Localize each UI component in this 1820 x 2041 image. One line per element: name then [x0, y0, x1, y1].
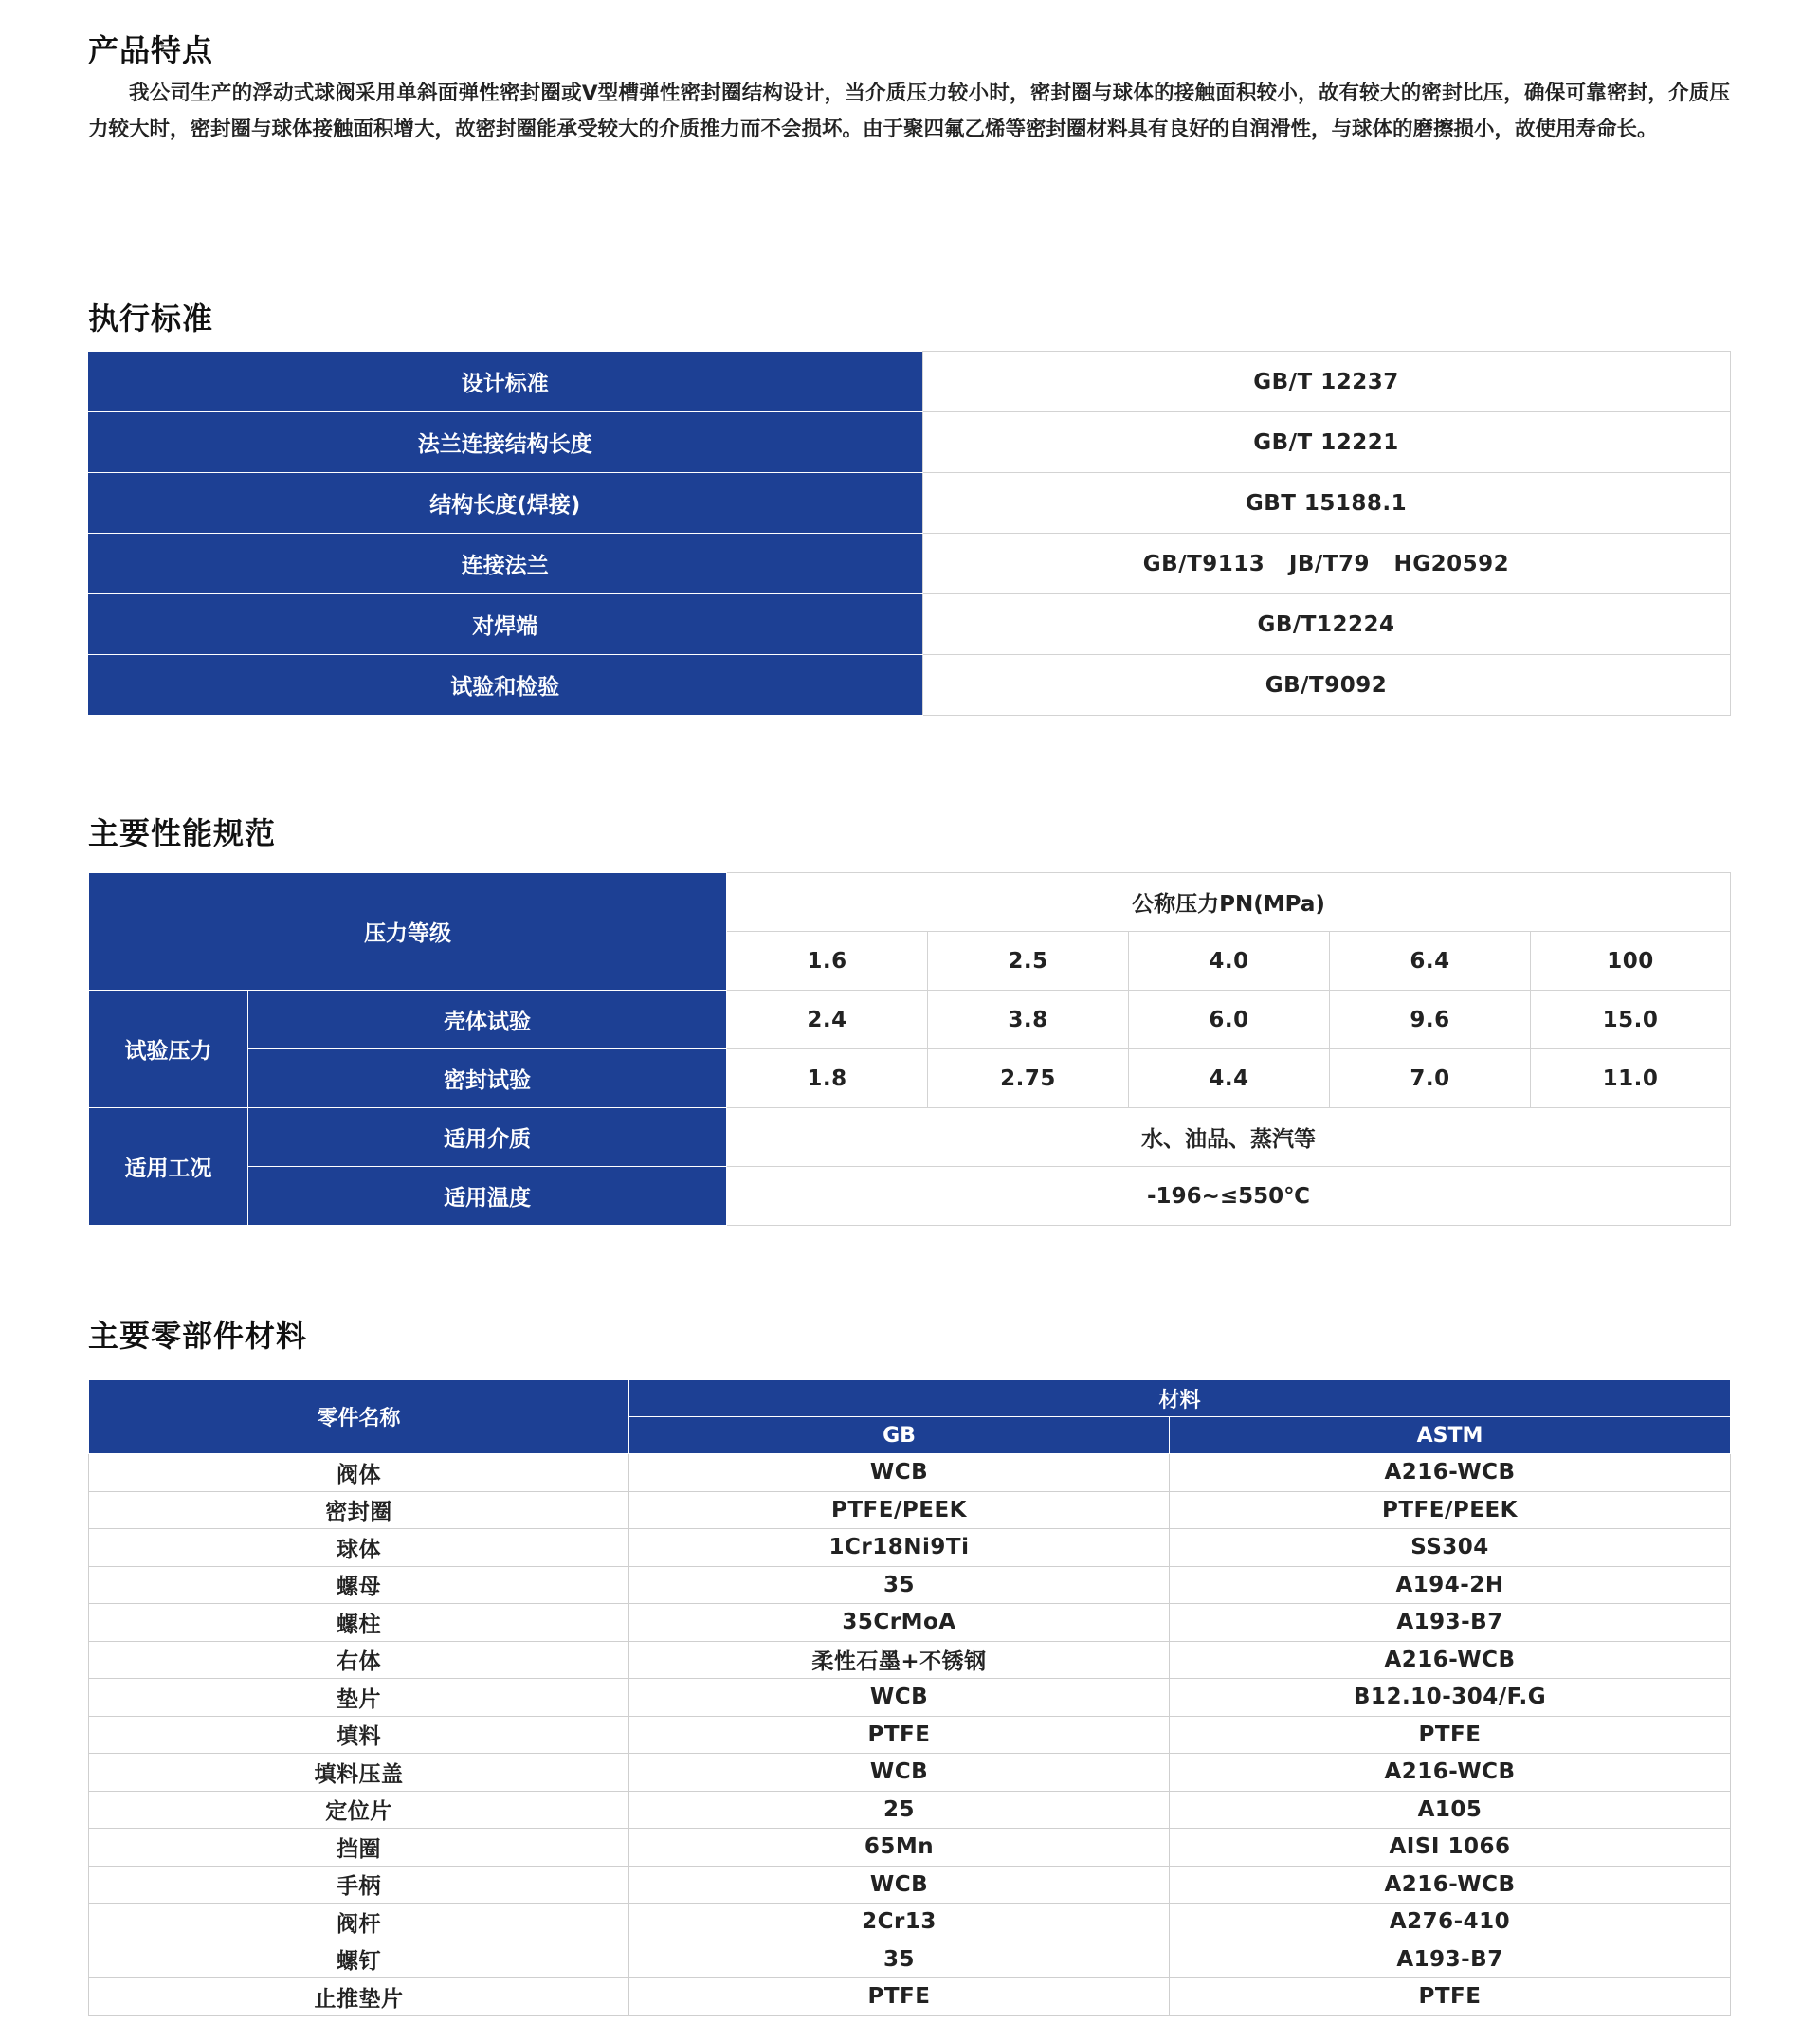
gb-material-cell: PTFE/PEEK	[629, 1491, 1170, 1529]
astm-material-cell: B12.10-304/F.G	[1170, 1679, 1731, 1717]
table-row	[88, 352, 1730, 412]
gb-material-cell: 35	[629, 1566, 1170, 1604]
standard-label: 法兰连接结构长度	[88, 412, 922, 473]
table-row	[89, 1829, 1731, 1867]
table-row	[89, 1604, 1731, 1642]
standard-label: 对焊端	[88, 594, 922, 655]
pn-value: 100	[1531, 932, 1731, 991]
gb-material-cell: 1Cr18Ni9Ti	[629, 1529, 1170, 1567]
gb-material-cell: 35CrMoA	[629, 1604, 1170, 1642]
table-row	[89, 1529, 1731, 1567]
gb-material-cell: 35	[629, 1941, 1170, 1978]
shell-test-value: 9.6	[1330, 991, 1531, 1049]
seal-test-value: 2.75	[928, 1049, 1129, 1108]
gb-material-cell: 柔性石墨+不锈钢	[629, 1641, 1170, 1679]
standard-label: 试验和检验	[88, 655, 922, 716]
shell-test-value: 3.8	[928, 991, 1129, 1049]
standard-label: 连接法兰	[88, 534, 922, 594]
shell-test-value: 6.0	[1129, 991, 1330, 1049]
astm-material-cell: PTFE/PEEK	[1170, 1491, 1731, 1529]
part-name-header: 零件名称	[89, 1380, 629, 1454]
standard-value: GB/T9092	[922, 655, 1730, 716]
temperature-value: -196~≤550℃	[727, 1167, 1731, 1226]
part-name-cell: 密封圈	[89, 1491, 629, 1529]
astm-material-cell: A194-2H	[1170, 1566, 1731, 1604]
gb-material-cell: 2Cr13	[629, 1904, 1170, 1941]
table-row	[89, 1978, 1731, 2016]
conditions-label: 适用工况	[89, 1108, 248, 1226]
standard-label: 结构长度(焊接)	[88, 473, 922, 534]
pn-value: 4.0	[1129, 932, 1330, 991]
shell-test-value: 15.0	[1531, 991, 1731, 1049]
table-row	[89, 1904, 1731, 1941]
table-row	[89, 1566, 1731, 1604]
part-name-cell: 止推垫片	[89, 1978, 629, 2016]
features-title: 产品特点	[88, 32, 214, 68]
standard-value: GB/T 12237	[922, 352, 1730, 412]
astm-material-cell: AISI 1066	[1170, 1829, 1731, 1867]
table-row	[88, 655, 1730, 716]
standard-value: GB/T12224	[922, 594, 1730, 655]
table-row	[89, 1754, 1731, 1792]
gb-material-cell: PTFE	[629, 1716, 1170, 1754]
performance-title: 主要性能规范	[88, 815, 277, 851]
astm-material-cell: PTFE	[1170, 1978, 1731, 2016]
astm-material-cell: A216-WCB	[1170, 1454, 1731, 1492]
table-row	[89, 1679, 1731, 1717]
astm-material-cell: A216-WCB	[1170, 1754, 1731, 1792]
part-name-cell: 螺母	[89, 1566, 629, 1604]
material-header: 材料	[629, 1380, 1731, 1417]
part-name-cell: 螺柱	[89, 1604, 629, 1642]
table-row	[89, 1641, 1731, 1679]
part-name-cell: 手柄	[89, 1866, 629, 1904]
standard-label: 设计标准	[88, 352, 922, 412]
seal-test-value: 11.0	[1531, 1049, 1731, 1108]
medium-label: 适用介质	[248, 1108, 727, 1167]
part-name-cell: 螺钉	[89, 1941, 629, 1978]
astm-material-cell: A105	[1170, 1791, 1731, 1829]
part-name-cell: 阀体	[89, 1454, 629, 1492]
astm-material-cell: A193-B7	[1170, 1604, 1731, 1642]
shell-test-label: 壳体试验	[248, 991, 727, 1049]
test-pressure-label: 试验压力	[89, 991, 248, 1108]
table-row	[88, 473, 1730, 534]
standard-value: GBT 15188.1	[922, 473, 1730, 534]
pressure-grade-label: 压力等级	[89, 873, 727, 991]
astm-material-cell: PTFE	[1170, 1716, 1731, 1754]
table-row	[88, 534, 1730, 594]
table-row	[88, 594, 1730, 655]
table-row	[89, 1791, 1731, 1829]
astm-header: ASTM	[1170, 1417, 1731, 1454]
gb-material-cell: 65Mn	[629, 1829, 1170, 1867]
table-row	[89, 1866, 1731, 1904]
astm-material-cell: A216-WCB	[1170, 1866, 1731, 1904]
part-name-cell: 挡圈	[89, 1829, 629, 1867]
pn-value: 2.5	[928, 932, 1129, 991]
materials-title: 主要零部件材料	[88, 1318, 308, 1354]
gb-material-cell: 25	[629, 1791, 1170, 1829]
medium-value: 水、油品、蒸汽等	[727, 1108, 1731, 1167]
seal-test-label: 密封试验	[248, 1049, 727, 1108]
materials-table	[88, 1379, 1731, 2016]
gb-material-cell: WCB	[629, 1754, 1170, 1792]
gb-material-cell: WCB	[629, 1866, 1170, 1904]
standard-value: GB/T9113 JB/T79 HG20592	[922, 534, 1730, 594]
table-row	[88, 412, 1730, 473]
standards-table	[88, 351, 1731, 716]
gb-material-cell: WCB	[629, 1454, 1170, 1492]
temperature-label: 适用温度	[248, 1167, 727, 1226]
part-name-cell: 球体	[89, 1529, 629, 1567]
pn-value: 1.6	[727, 932, 928, 991]
table-row	[89, 1491, 1731, 1529]
shell-test-value: 2.4	[727, 991, 928, 1049]
gb-material-cell: WCB	[629, 1679, 1170, 1717]
part-name-cell: 填料压盖	[89, 1754, 629, 1792]
seal-test-value: 4.4	[1129, 1049, 1330, 1108]
table-row	[89, 1941, 1731, 1978]
standard-value: GB/T 12221	[922, 412, 1730, 473]
gb-header: GB	[629, 1417, 1170, 1454]
pn-value: 6.4	[1330, 932, 1531, 991]
performance-table	[88, 872, 1731, 1226]
part-name-cell: 垫片	[89, 1679, 629, 1717]
part-name-cell: 定位片	[89, 1791, 629, 1829]
nominal-pressure-label: 公称压力PN(MPa)	[727, 873, 1731, 932]
astm-material-cell: SS304	[1170, 1529, 1731, 1567]
gb-material-cell: PTFE	[629, 1978, 1170, 2016]
part-name-cell: 右体	[89, 1641, 629, 1679]
table-row	[89, 1716, 1731, 1754]
part-name-cell: 填料	[89, 1716, 629, 1754]
table-row	[89, 1454, 1731, 1492]
astm-material-cell: A193-B7	[1170, 1941, 1731, 1978]
features-paragraph: 我公司生产的浮动式球阀采用单斜面弹性密封圈或V型槽弹性密封圈结构设计，当介质压力较小时，密封圈与球体的接触面积较小，故有较大的密封比压，确保可靠密封，介质压力较大时，密封圈与球体接触面积增大，故密封圈能承受较大的介质推力而不会损坏。由于聚四氟乙烯等密封圈材料具有良好的自润滑性，与球体的磨擦损小，故使用寿命长。	[88, 82, 1730, 141]
astm-material-cell: A276-410	[1170, 1904, 1731, 1941]
astm-material-cell: A216-WCB	[1170, 1641, 1731, 1679]
standards-title: 执行标准	[88, 301, 214, 337]
seal-test-value: 1.8	[727, 1049, 928, 1108]
part-name-cell: 阀杆	[89, 1904, 629, 1941]
seal-test-value: 7.0	[1330, 1049, 1531, 1108]
